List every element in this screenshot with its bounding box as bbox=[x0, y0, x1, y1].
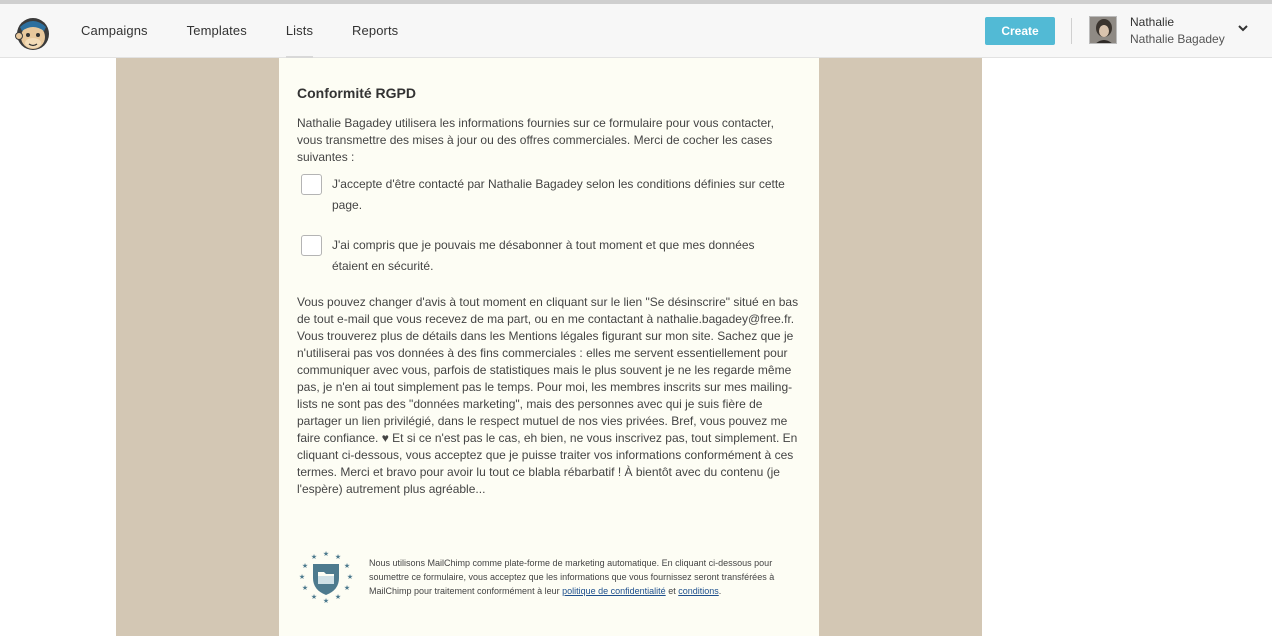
svg-text:★: ★ bbox=[334, 593, 342, 601]
svg-text:★: ★ bbox=[301, 562, 309, 570]
app-header bbox=[0, 4, 1272, 58]
header-divider bbox=[1071, 18, 1072, 44]
create-button[interactable]: Create bbox=[985, 17, 1055, 45]
svg-text:★: ★ bbox=[298, 573, 306, 581]
gdpr-eu-shield-icon bbox=[298, 548, 354, 604]
user-account[interactable]: Nathalie Bagadey bbox=[1130, 32, 1225, 46]
consent-label-contact[interactable]: J'accepte d'être contacté par Nathalie Bagadey selon les conditions définies sur cette page. bbox=[332, 177, 785, 212]
svg-text:★: ★ bbox=[334, 553, 342, 561]
mailchimp-disclaimer bbox=[369, 556, 799, 598]
chevron-down-icon[interactable] bbox=[1237, 23, 1249, 33]
svg-text:★: ★ bbox=[301, 584, 309, 592]
disclaimer-period: . bbox=[718, 586, 722, 596]
svg-text:★: ★ bbox=[346, 573, 354, 581]
privacy-policy-link[interactable]: politique de confidentialité bbox=[562, 586, 666, 596]
consent-label-unsubscribe[interactable]: J'ai compris que je pouvais me désabonner à tout moment et que mes données étaient en sécurité. bbox=[332, 238, 755, 273]
nav-lists[interactable]: Lists bbox=[286, 4, 313, 58]
nav-campaigns[interactable]: Campaigns bbox=[81, 23, 148, 38]
signup-form bbox=[279, 58, 819, 636]
consent-checkbox-unsubscribe[interactable] bbox=[301, 235, 322, 256]
user-name[interactable]: Nathalie bbox=[1130, 15, 1175, 29]
nav-templates[interactable]: Templates bbox=[186, 23, 247, 38]
avatar[interactable] bbox=[1089, 16, 1117, 44]
svg-text:★: ★ bbox=[322, 597, 330, 604]
gdpr-title: Conformité RGPD bbox=[297, 85, 416, 101]
svg-text:★: ★ bbox=[343, 562, 351, 570]
svg-text:★: ★ bbox=[310, 553, 318, 561]
mailchimp-logo-icon[interactable] bbox=[15, 13, 51, 51]
disclaimer-text: Nous utilisons MailChimp comme plate-forme de marketing automatique. En cliquant ci-dessous pour soumettre ce formulaire, vous acceptez que les informations que vous fournissez seront transférées à MailChimp pour traitement conformément à leur bbox=[369, 558, 775, 596]
user-photo-icon bbox=[1090, 17, 1117, 44]
svg-text:★: ★ bbox=[310, 593, 318, 601]
svg-text:★: ★ bbox=[322, 550, 330, 558]
disclaimer-and: et bbox=[668, 586, 676, 596]
terms-link[interactable]: conditions bbox=[678, 586, 719, 596]
gdpr-intro: Nathalie Bagadey utilisera les informations fournies sur ce formulaire pour vous contacter, vous transmettre des mises à jour ou des offres commerciales. Merci de cocher les cases suivantes : bbox=[297, 116, 774, 164]
consent-checkbox-contact[interactable] bbox=[301, 174, 322, 195]
svg-text:★: ★ bbox=[343, 584, 351, 592]
nav-reports[interactable]: Reports bbox=[352, 23, 399, 38]
main-nav bbox=[81, 4, 437, 58]
gdpr-body-text: Vous pouvez changer d'avis à tout moment en cliquant sur le lien "Se désinscrire" situé en bas de tout e-mail que vous recevez de ma part, ou en me contactant à nathalie.bagadey@free.fr. Vous trouverez plus de détails dans les Mentions légales figurant sur mon site. Sachez que je n'utiliserai pas vos données à des fins commerciales : elles me servent essentiellement pour communiquer avec vous, parfois de statistiques mais le plus souvent je ne les regarde même pas, je n'en ai tout simplement pas le temps. Pour moi, les membres inscrits sur mes mailing-lists ne sont pas des "données marketing", mais des personnes avec qui je suis fière de partager un lien privilégié, dans le respect mutuel de nos vies privées. Bref, vous pouvez me faire confiance. ♥ Et si ce n'est pas le cas, eh bien, ne vous inscrivez pas, tout simplement. En cliquant ci-dessous, vous acceptez que je puisse traiter vos informations conformément à ces termes. Merci et bravo pour avoir lu tout ce blabla rébarbatif ! À bientôt avec du contenu (je l'espère) autrement plus agréable... bbox=[297, 295, 799, 496]
